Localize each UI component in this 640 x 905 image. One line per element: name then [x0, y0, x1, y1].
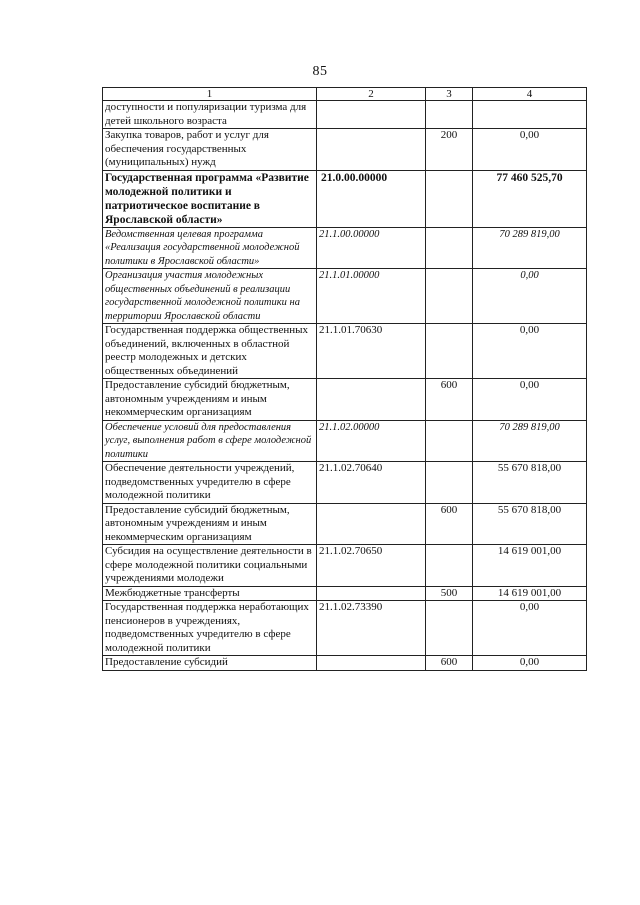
- expense-type-cell: 600: [426, 656, 473, 671]
- table-row: [103, 269, 587, 324]
- target-code-cell: 21.1.01.00000: [317, 269, 426, 324]
- table-row: [103, 420, 587, 462]
- expense-type-cell: [426, 601, 473, 656]
- item-name-cell: доступности и популяризации туризма для детей школьного возраста: [103, 101, 317, 129]
- target-code-cell: [317, 656, 426, 671]
- item-name-cell: Организация участия молодежных общественных объединений в реализации государственной молодежной политики на территории Ярославской области: [103, 269, 317, 324]
- expense-type-cell: [426, 269, 473, 324]
- table-row: [103, 503, 587, 545]
- amount-cell: 0,00: [473, 656, 587, 671]
- column-header-1: 1: [103, 88, 317, 101]
- amount-cell: [473, 101, 587, 129]
- target-code-cell: 21.1.02.70640: [317, 462, 426, 504]
- amount-cell: 77 460 525,70: [473, 170, 587, 227]
- item-name-cell: Обеспечение деятельности учреждений, подведомственных учредителю в сфере молодежной политики: [103, 462, 317, 504]
- table-row: [103, 462, 587, 504]
- item-name-cell: Государственная программа «Развитие молодежной политики и патриотическое воспитание в Ярославской области»: [103, 170, 317, 227]
- table-row: [103, 379, 587, 421]
- item-name-cell: Предоставление субсидий бюджетным, автономным учреждениям и иным некоммерческим организациям: [103, 379, 317, 421]
- amount-cell: 70 289 819,00: [473, 227, 587, 269]
- table-row: [103, 227, 587, 269]
- table-row: [103, 324, 587, 379]
- expense-type-cell: [426, 420, 473, 462]
- amount-cell: 0,00: [473, 324, 587, 379]
- expense-type-cell: 600: [426, 503, 473, 545]
- table-header-row: [103, 88, 587, 101]
- target-code-cell: 21.1.01.70630: [317, 324, 426, 379]
- item-name-cell: Предоставление субсидий: [103, 656, 317, 671]
- amount-cell: 0,00: [473, 269, 587, 324]
- column-header-2: 2: [317, 88, 426, 101]
- item-name-cell: Закупка товаров, работ и услуг для обеспечения государственных (муниципальных) нужд: [103, 129, 317, 171]
- amount-cell: 70 289 819,00: [473, 420, 587, 462]
- table-row: [103, 601, 587, 656]
- expense-type-cell: 500: [426, 586, 473, 601]
- amount-cell: 14 619 001,00: [473, 545, 587, 587]
- amount-cell: 55 670 818,00: [473, 503, 587, 545]
- item-name-cell: Межбюджетные трансферты: [103, 586, 317, 601]
- column-header-3: 3: [426, 88, 473, 101]
- table-body: [103, 101, 587, 671]
- expense-type-cell: [426, 101, 473, 129]
- table-row: [103, 545, 587, 587]
- table-row: [103, 656, 587, 671]
- amount-cell: 14 619 001,00: [473, 586, 587, 601]
- item-name-cell: Государственная поддержка неработающих пенсионеров в учреждениях, подведомственных учредителю в сфере молодежной политики: [103, 601, 317, 656]
- expense-type-cell: [426, 545, 473, 587]
- page-number: 85: [312, 64, 328, 79]
- item-name-cell: Предоставление субсидий бюджетным, автономным учреждениям и иным некоммерческим организациям: [103, 503, 317, 545]
- table-row: [103, 586, 587, 601]
- amount-cell: 55 670 818,00: [473, 462, 587, 504]
- item-name-cell: Обеспечение условий для предоставления услуг, выполнения работ в сфере молодежной политики: [103, 420, 317, 462]
- budget-table: [102, 87, 587, 671]
- target-code-cell: [317, 101, 426, 129]
- expense-type-cell: [426, 170, 473, 227]
- expense-type-cell: 600: [426, 379, 473, 421]
- target-code-cell: 21.0.00.00000: [317, 170, 426, 227]
- item-name-cell: Ведомственная целевая программа «Реализация государственной молодежной политики в Ярославской области»: [103, 227, 317, 269]
- target-code-cell: 21.1.02.73390: [317, 601, 426, 656]
- target-code-cell: 21.1.02.00000: [317, 420, 426, 462]
- item-name-cell: Государственная поддержка общественных объединений, включенных в областной реестр молодежных и детских общественных объединений: [103, 324, 317, 379]
- column-header-4: 4: [473, 88, 587, 101]
- target-code-cell: [317, 503, 426, 545]
- amount-cell: 0,00: [473, 379, 587, 421]
- target-code-cell: [317, 586, 426, 601]
- target-code-cell: 21.1.00.00000: [317, 227, 426, 269]
- expense-type-cell: 200: [426, 129, 473, 171]
- expense-type-cell: [426, 462, 473, 504]
- expense-type-cell: [426, 324, 473, 379]
- expense-type-cell: [426, 227, 473, 269]
- item-name-cell: Субсидия на осуществление деятельности в сфере молодежной политики социальными учреждениями молодежи: [103, 545, 317, 587]
- target-code-cell: [317, 129, 426, 171]
- table-row: [103, 101, 587, 129]
- table-row: [103, 129, 587, 171]
- amount-cell: 0,00: [473, 601, 587, 656]
- table-row: [103, 170, 587, 227]
- amount-cell: 0,00: [473, 129, 587, 171]
- target-code-cell: [317, 379, 426, 421]
- target-code-cell: 21.1.02.70650: [317, 545, 426, 587]
